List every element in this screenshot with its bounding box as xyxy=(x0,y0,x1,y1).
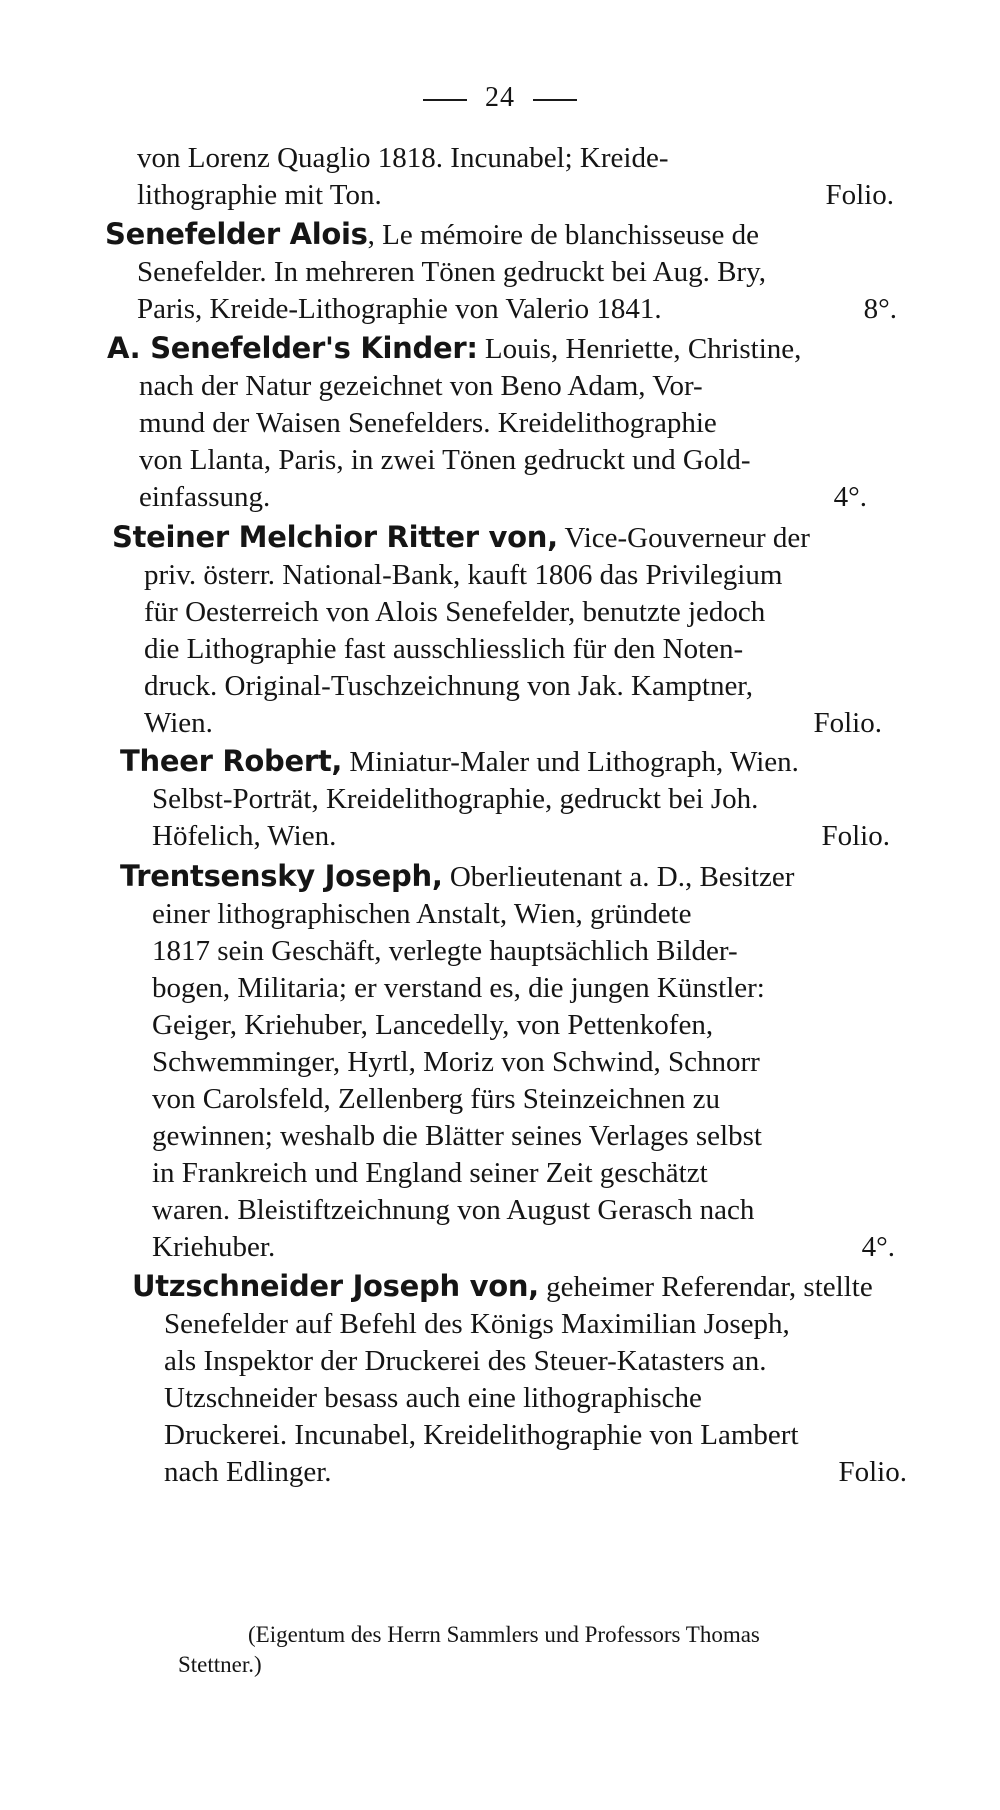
entry-name: Theer Robert, xyxy=(120,744,343,778)
entry-name: Senefelder Alois xyxy=(105,217,368,251)
entry-theer: Theer Robert, Miniatur-Maler und Lithograph, Wien. Selbst-Porträt, Kreidelithographie, gedruckt bei Joh. Höfelich, Wien. Folio. xyxy=(120,744,890,852)
page-number-dash-right xyxy=(533,99,577,101)
entry-name: Steiner Melchior Ritter von, xyxy=(112,520,558,554)
entry-utzschneider: Utzschneider Joseph von, geheimer Referendar, stellte Senefelder auf Befehl des Königs Maximilian Joseph, als Inspektor der Druckerei des Steuer-Katasters an. Utzschneider besass auch eine lithographische Druckerei. Incunabel, Kreidelithographie von Lambert nach Edlinger. Folio. xyxy=(132,1269,907,1488)
entry-name: Utzschneider Joseph von, xyxy=(132,1269,539,1303)
page-number: 24 xyxy=(0,82,1000,114)
entry-name: Trentsensky Joseph, xyxy=(120,859,443,893)
entry-steiner: Steiner Melchior Ritter von, Vice-Gouverneur der priv. österr. National-Bank, kauft 1806 das Privilegium für Oesterreich von Alois Senefelder, benutzte jedoch die Lithographie fast ausschliesslich für den Noten- druck. Original-Tuschzeichnung von Jak. Kamptner, Wien. Folio. xyxy=(112,520,882,739)
entry-trentsensky: Trentsensky Joseph, Oberlieutenant a. D., Besitzer einer lithographischen Anstalt, Wien, gründete 1817 sein Geschäft, verlegte hauptsächlich Bilder- bogen, Militaria; er verstand es, die jungen Künstler: Geiger, Kriehuber, Lancedelly, von Pettenkofen, Schwemminger, Hyrtl, Moriz von Schwind, Schnorr von Carolsfeld, Zellenberg fürs Steinzeichnen zu gewinnen; weshalb die Blätter seines Verlages selbst in Frankreich und England seiner Zeit geschätzt waren. Bleistiftzeichnung von August Gerasch nach Kriehuber. 4°. xyxy=(120,859,895,1263)
entry-quaglio: von Lorenz Quaglio 1818. Incunabel; Kreide- lithographie mit Ton. Folio. xyxy=(137,142,894,211)
page-number-dash-left xyxy=(423,99,467,101)
entry-senefelder-alois: Senefelder Alois, Le mémoire de blanchisseuse de Senefelder. In mehreren Tönen gedruckt bei Aug. Bry, Paris, Kreide-Lithographie von Valerio 1841. 8°. xyxy=(105,217,897,325)
entry-senefelder-kinder: A. Senefelder's Kinder: Louis, Henriette, Christine, nach der Natur gezeichnet von Beno Adam, Vor- mund der Waisen Senefelders. Kreidelithographie von Llanta, Paris, in zwei Tönen gedruckt und Gold- einfassung. 4°. xyxy=(107,331,867,513)
entry-name: A. Senefelder's Kinder: xyxy=(107,331,478,365)
footnote: (Eigentum des Herrn Sammlers und Professors Thomas Stettner.) xyxy=(178,1622,760,1677)
